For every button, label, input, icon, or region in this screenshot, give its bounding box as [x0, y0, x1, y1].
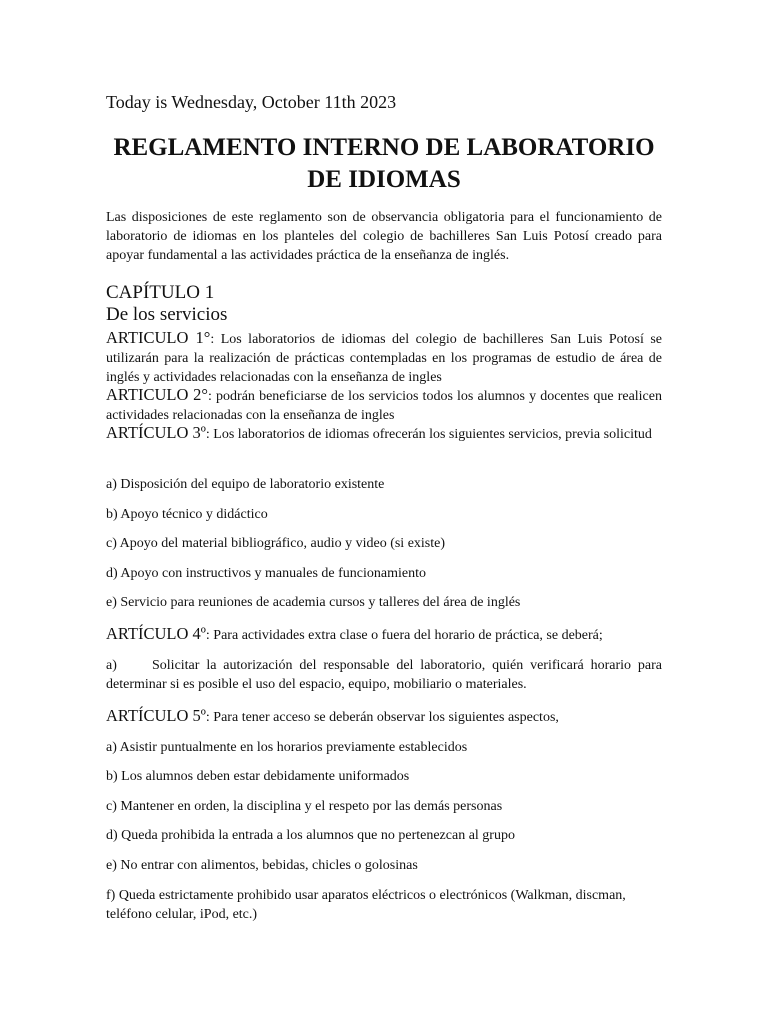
article-2	[106, 385, 662, 425]
chapter-heading: CAPÍTULO 1	[106, 282, 215, 303]
article-4-item-text: Solicitar la autorización del responsable del laboratorio, quién verificará horario para determinar si es posible el uso del espacio, equipo, mobiliario o materiales.	[106, 658, 662, 692]
intro-paragraph: Las disposiciones de este reglamento son de observancia obligatoria para el funcionamiento de laboratorio de idiomas en los planteles del colegio de bachilleres San Luis Potosí creado para apoyar fundamental a las actividades práctica de la enseñanza de inglés.	[106, 210, 662, 263]
article-4	[106, 624, 662, 645]
article-2-label: ARTICULO 2°	[106, 385, 209, 404]
list-item: d) Queda prohibida la entrada a los alumnos que no pertenezcan al grupo	[106, 828, 515, 843]
article-1	[106, 328, 662, 387]
article-5-text: : Para tener acceso se deberán observar los siguientes aspectos,	[205, 710, 559, 725]
article-2-text: : podrán beneficiarse de los servicios todos los alumnos y docentes que realicen actividades relacionadas con la enseñanza de ingles	[106, 389, 662, 423]
article-4-item-marker: a)	[106, 658, 117, 673]
article-4-item	[106, 656, 662, 694]
list-item: a) Asistir puntualmente en los horarios previamente establecidos	[106, 740, 468, 755]
article-3-label: ARTÍCULO 3º	[106, 423, 206, 442]
article-3	[106, 423, 662, 444]
document-title	[60, 132, 708, 196]
list-item: b) Apoyo técnico y didáctico	[106, 507, 268, 522]
article-3-text: : Los laboratorios de idiomas ofrecerán los siguientes servicios, previa solicitud	[205, 427, 652, 442]
article-4-text: : Para actividades extra clase o fuera del horario de práctica, se deberá;	[205, 628, 603, 643]
article-4-label: ARTÍCULO 4º	[106, 624, 206, 643]
list-item: c) Mantener en orden, la disciplina y el respeto por las demás personas	[106, 799, 503, 814]
article-5	[106, 706, 662, 727]
title-line-1: REGLAMENTO INTERNO DE LABORATORIO	[113, 134, 655, 161]
article-1-label: ARTICULO 1°	[106, 328, 211, 347]
chapter-subtitle: De los servicios	[106, 304, 228, 325]
title-line-2: DE IDIOMAS	[307, 166, 461, 193]
list-item: b) Los alumnos deben estar debidamente uniformados	[106, 769, 410, 784]
article-5-label: ARTÍCULO 5º	[106, 706, 206, 725]
list-item: e) No entrar con alimentos, bebidas, chicles o golosinas	[106, 858, 418, 873]
list-item: f) Queda estrictamente prohibido usar aparatos eléctricos o electrónicos (Walkman, discman, teléfono celular, iPod, etc.)	[106, 888, 626, 922]
list-item: c) Apoyo del material bibliográfico, audio y video (si existe)	[106, 536, 446, 551]
list-item: a) Disposición del equipo de laboratorio existente	[106, 477, 385, 492]
list-item: e) Servicio para reuniones de academia cursos y talleres del área de inglés	[106, 595, 521, 610]
article-1-text: : Los laboratorios de idiomas del colegio de bachilleres San Luis Potosí se utilizarán para la realización de prácticas contempladas en los programas de estudio de área de inglés y actividades relacionadas con la enseñanza de ingles	[106, 332, 662, 385]
date-line: Today is Wednesday, October 11th 2023	[106, 92, 397, 112]
list-item: d) Apoyo con instructivos y manuales de funcionamiento	[106, 566, 426, 581]
